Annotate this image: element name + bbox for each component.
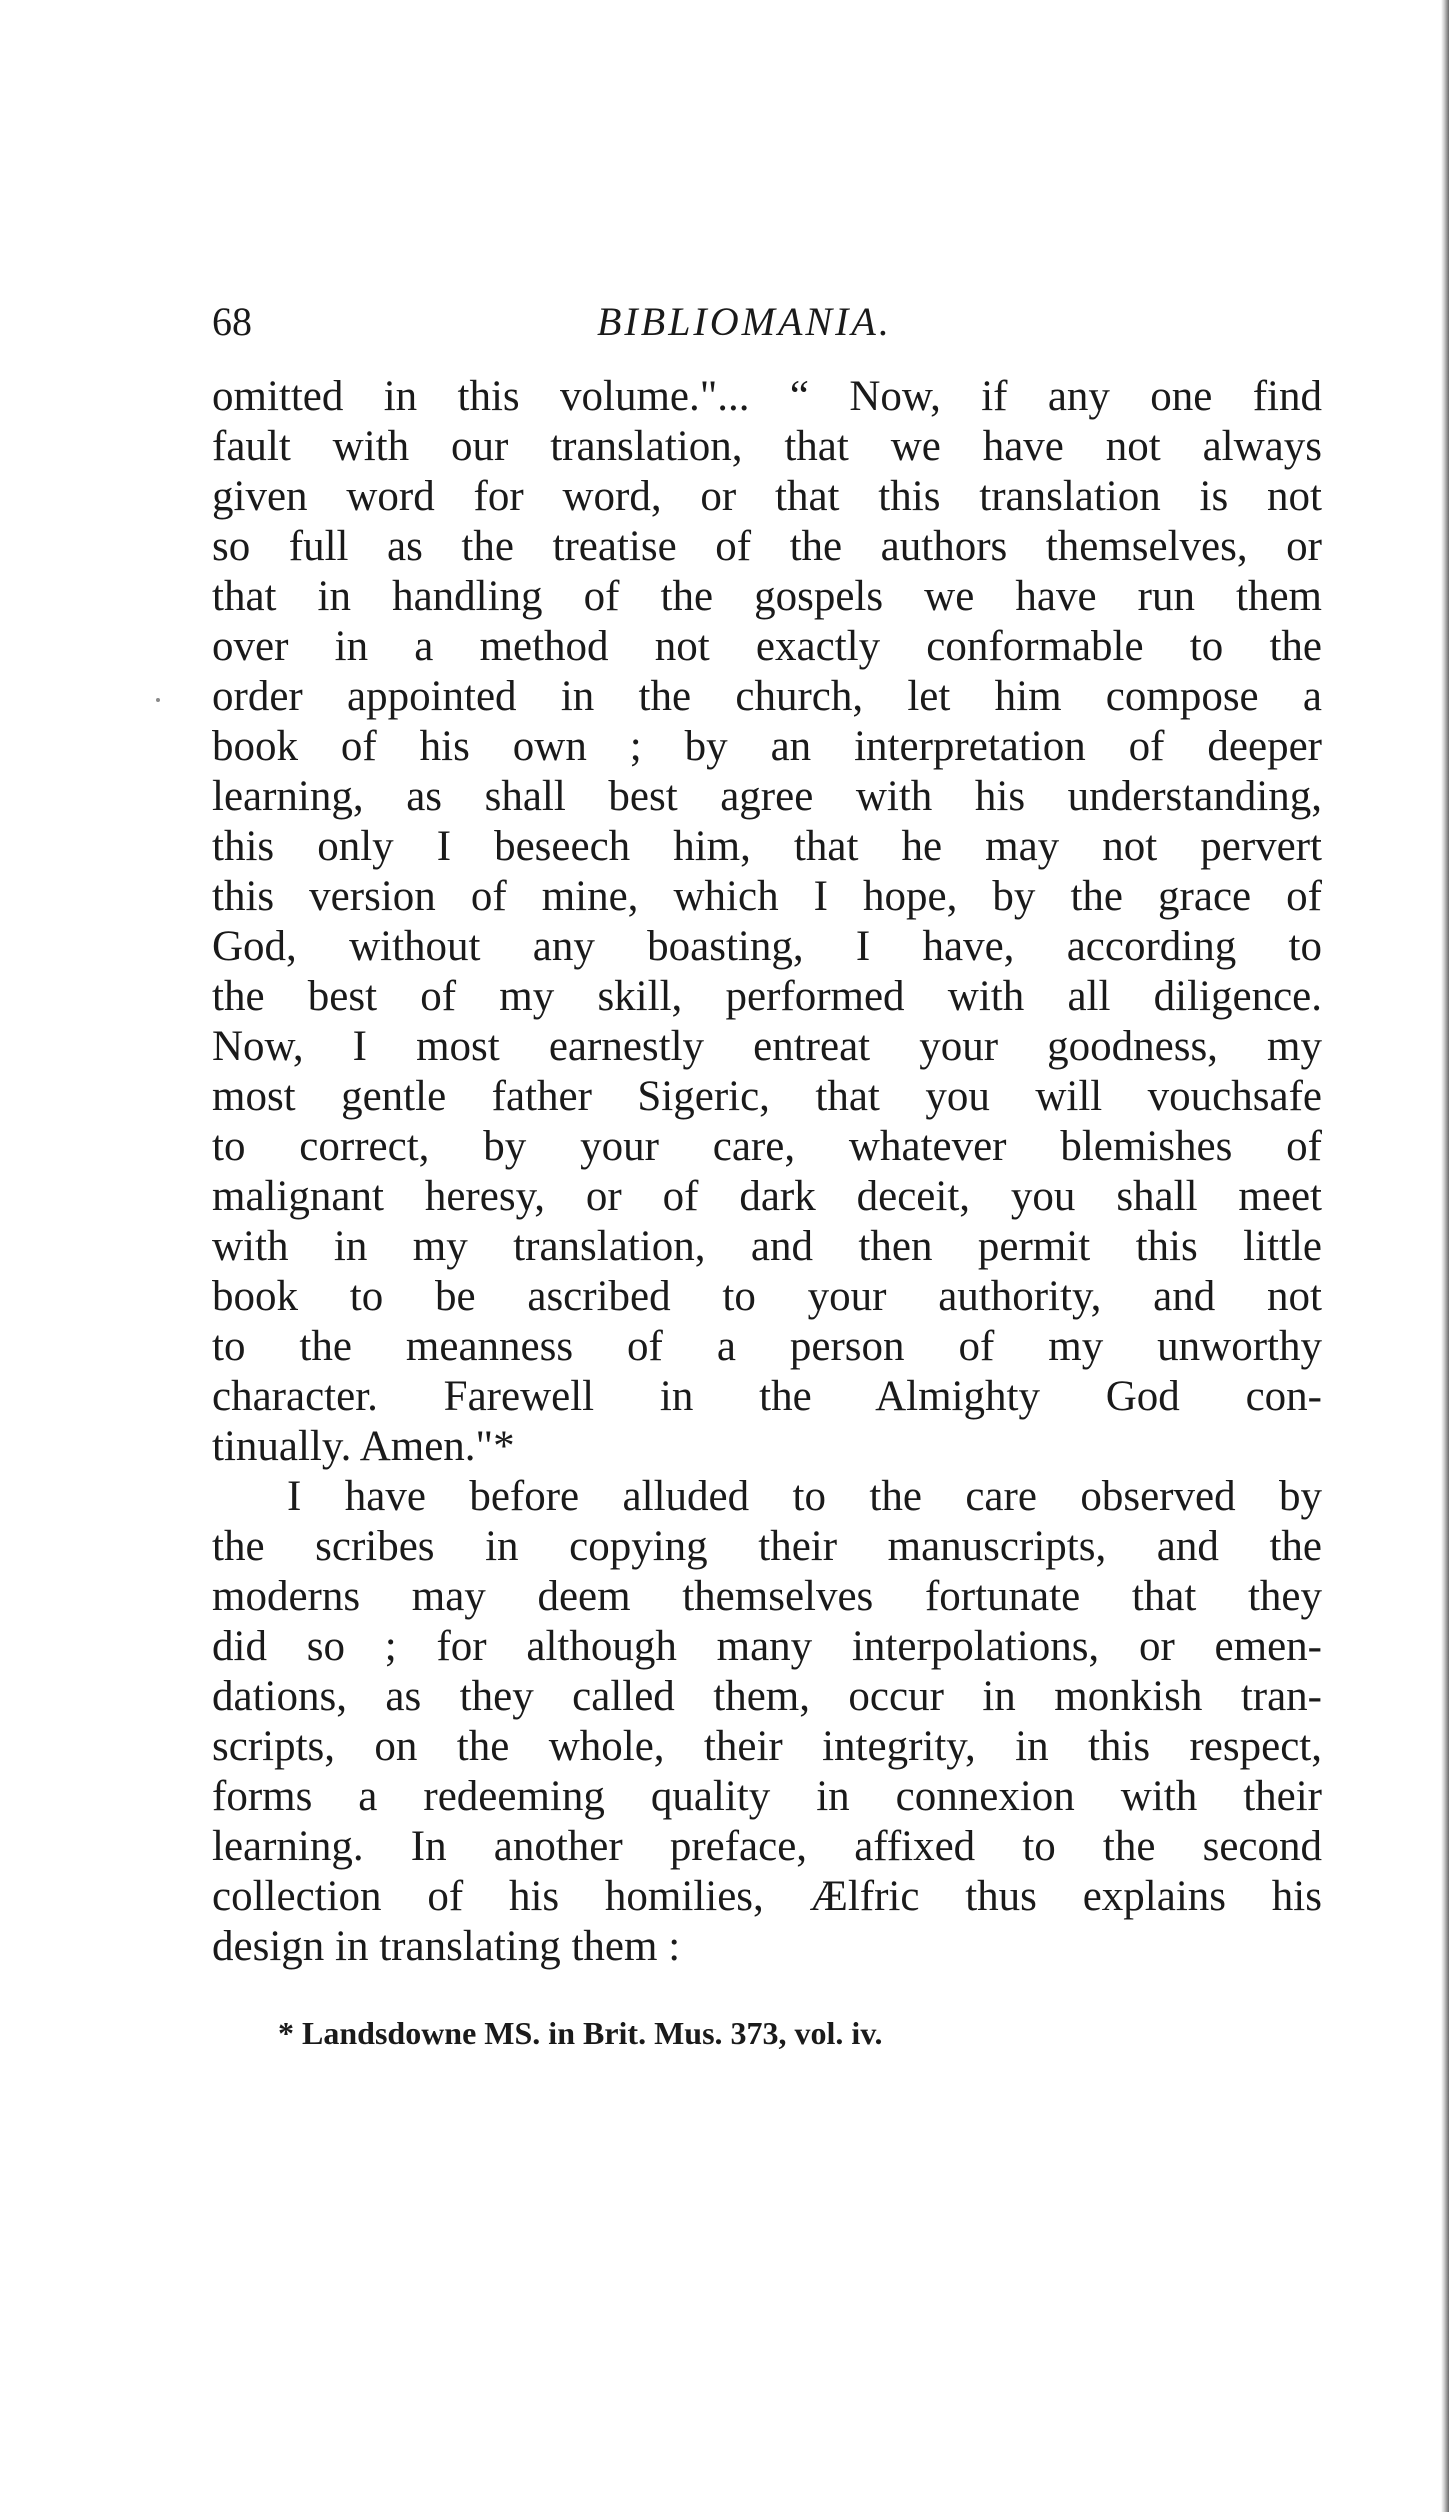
paragraph-end-line: tinually. Amen."* bbox=[212, 1423, 515, 1470]
text-line: book to be ascribed to your authority, and not bbox=[212, 1273, 1322, 1320]
text-line: over in a method not exactly conformable to the bbox=[212, 623, 1322, 670]
text-line: with in my translation, and then permit this little bbox=[212, 1223, 1322, 1270]
running-head bbox=[212, 290, 1322, 350]
text-line: that in handling of the gospels we have run them bbox=[212, 573, 1322, 620]
text-line: book of his own ; by an interpretation of deeper bbox=[212, 723, 1322, 770]
text-line: did so ; for although many interpolations, or emen- bbox=[212, 1623, 1322, 1670]
text-line: this only I beseech him, that he may not pervert bbox=[212, 823, 1322, 870]
text-line: collection of his homilies, Ælfric thus explains his bbox=[212, 1873, 1322, 1920]
running-title: BIBLIOMANIA. bbox=[597, 299, 892, 344]
text-line: the best of my skill, performed with all diligence. bbox=[212, 973, 1322, 1020]
text-line: moderns may deem themselves fortunate that they bbox=[212, 1573, 1322, 1620]
paragraph-start-line: I have before alluded to the care observed by bbox=[287, 1473, 1322, 1520]
footnote: * Landsdowne MS. in Brit. Mus. 373, vol. iv. bbox=[278, 2015, 883, 2051]
text-line: to the meanness of a person of my unworthy bbox=[212, 1323, 1322, 1370]
paper-speck bbox=[156, 698, 160, 702]
text-line: forms a redeeming quality in connexion with their bbox=[212, 1773, 1322, 1820]
text-line: the scribes in copying their manuscripts, and the bbox=[212, 1523, 1322, 1570]
text-line: most gentle father Sigeric, that you will vouchsafe bbox=[212, 1073, 1322, 1120]
text-line: God, without any boasting, I have, according to bbox=[212, 923, 1322, 970]
text-line: fault with our translation, that we have not always bbox=[212, 423, 1322, 470]
text-line: dations, as they called them, occur in monkish tran- bbox=[212, 1673, 1322, 1720]
body-text bbox=[212, 372, 1322, 1972]
text-line: character. Farewell in the Almighty God con- bbox=[212, 1373, 1322, 1420]
text-line: Now, I most earnestly entreat your goodness, my bbox=[212, 1023, 1322, 1070]
text-line: scripts, on the whole, their integrity, in this respect, bbox=[212, 1723, 1322, 1770]
text-line: order appointed in the church, let him compose a bbox=[212, 673, 1322, 720]
text-line: omitted in this volume."... “ Now, if any one find bbox=[212, 373, 1322, 420]
text-line: so full as the treatise of the authors themselves, or bbox=[212, 523, 1322, 570]
page-number: 68 bbox=[212, 299, 252, 344]
text-line: malignant heresy, or of dark deceit, you shall meet bbox=[212, 1173, 1322, 1220]
text-line: learning, as shall best agree with his understanding, bbox=[212, 773, 1322, 820]
text-line: given word for word, or that this translation is not bbox=[212, 473, 1322, 520]
page-edge-shadow bbox=[1441, 0, 1449, 2512]
text-line: to correct, by your care, whatever blemishes of bbox=[212, 1123, 1322, 1170]
paragraph-end-line: design in translating them : bbox=[212, 1923, 681, 1970]
text-line: learning. In another preface, affixed to the second bbox=[212, 1823, 1322, 1870]
text-line: this version of mine, which I hope, by the grace of bbox=[212, 873, 1322, 920]
